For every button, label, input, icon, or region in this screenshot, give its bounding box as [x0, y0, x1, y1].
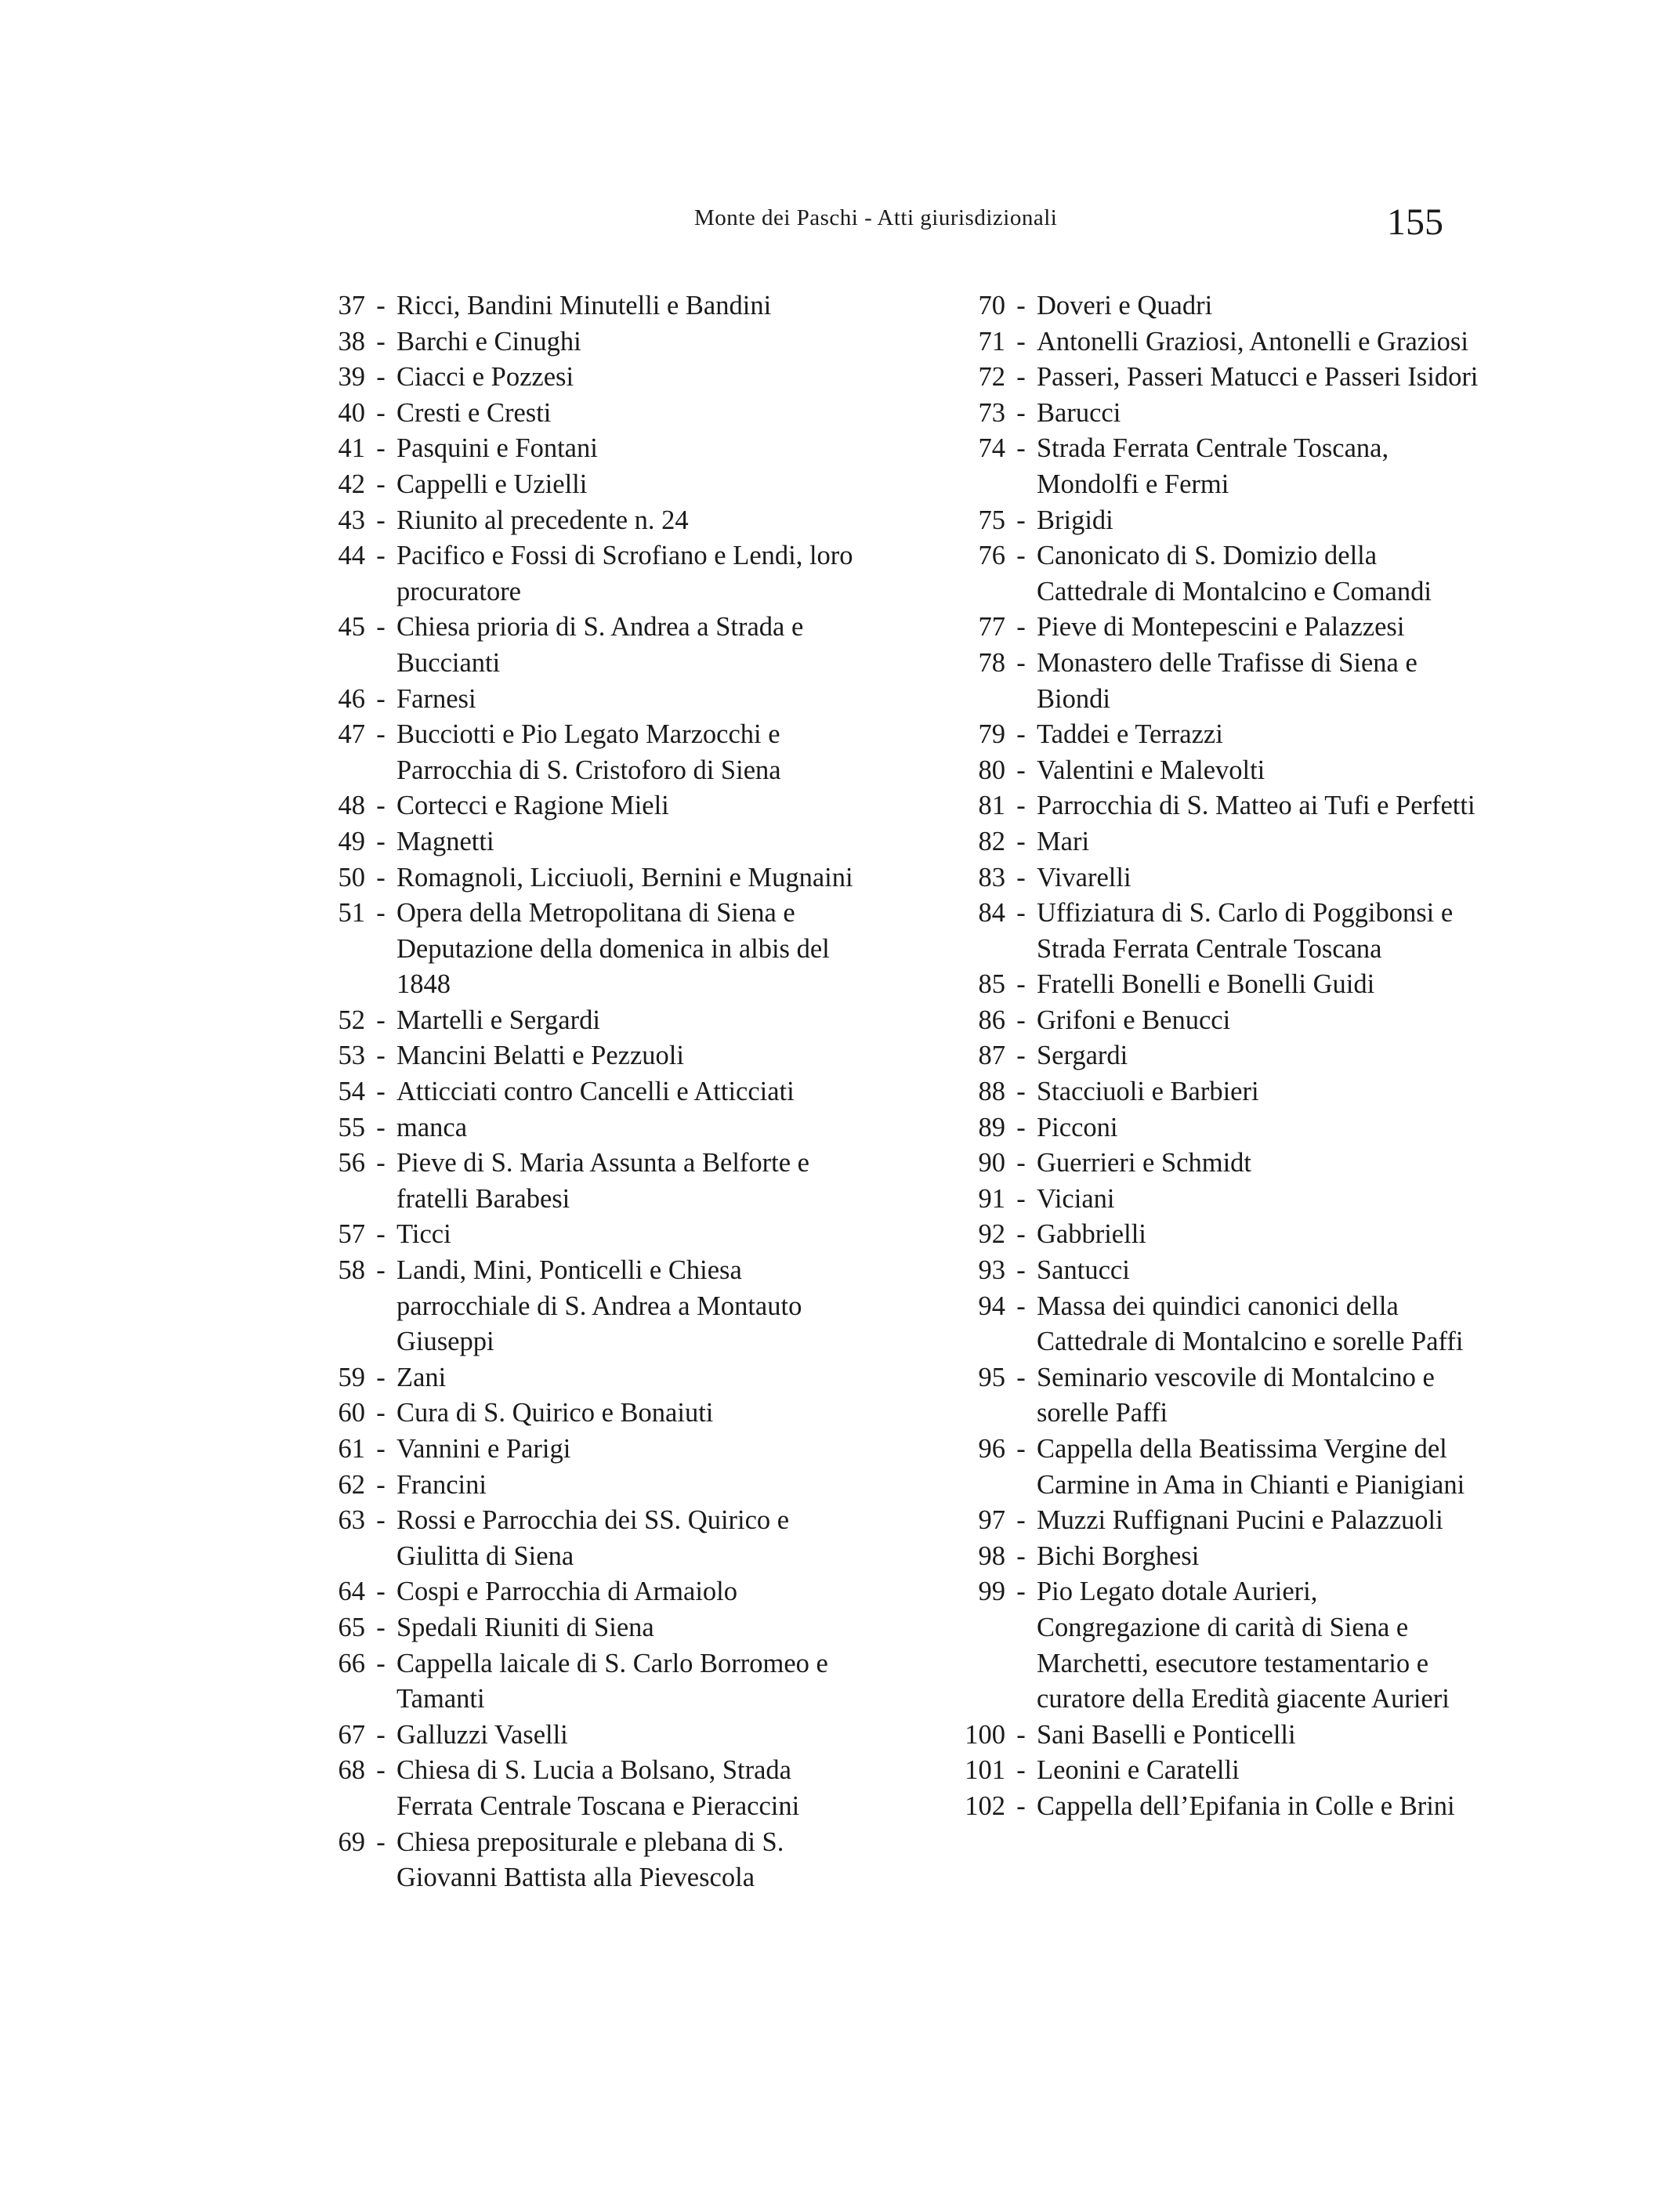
entry-separator: -	[1016, 1505, 1026, 1536]
entry-separator: -	[376, 1612, 386, 1642]
entry-separator: -	[1016, 1755, 1026, 1786]
list-item	[931, 967, 1487, 1003]
entry-separator: -	[376, 1505, 386, 1536]
entry-number: 71	[978, 326, 1005, 357]
entry-text: Magnetti	[396, 826, 494, 856]
entry-separator: -	[1016, 1255, 1026, 1286]
entry-separator: -	[1016, 505, 1026, 535]
entry-separator: -	[1016, 1434, 1026, 1464]
entry-text: Ciacci e Pozzesi	[396, 362, 574, 393]
entry-number: 68	[338, 1755, 365, 1786]
list-item	[307, 1646, 871, 1718]
entry-text: Pacifico e Fossi di Scrofiano e Lendi, loro procuratore	[396, 541, 853, 606]
entry-separator: -	[376, 1362, 386, 1392]
entry-text: Cura di S. Quirico e Bonaiuti	[396, 1398, 714, 1428]
list-item	[307, 717, 871, 788]
entry-separator: -	[376, 1648, 386, 1678]
entry-separator: -	[376, 362, 386, 393]
entry-separator: -	[1016, 1112, 1026, 1142]
entry-text: Antonelli Graziosi, Antonelli e Graziosi	[1037, 326, 1468, 357]
entry-number: 53	[338, 1041, 365, 1071]
entry-number: 63	[338, 1505, 365, 1536]
entry-text: Viciani	[1037, 1183, 1115, 1214]
list-item	[931, 1038, 1487, 1074]
entry-text: Strada Ferrata Centrale Toscana, Mondolfi e Fermi	[1037, 433, 1389, 499]
list-item	[307, 896, 871, 1003]
entry-text: Leonini e Caratelli	[1037, 1755, 1240, 1786]
entry-separator: -	[1016, 612, 1026, 643]
list-item	[931, 717, 1487, 753]
list-item	[307, 610, 871, 681]
entry-text: Ricci, Bandini Minutelli e Bandini	[396, 291, 772, 320]
list-item	[307, 1253, 871, 1360]
list-item	[931, 1253, 1487, 1289]
entry-text: Seminario vescovile di Montalcino e sorelle Paffi	[1037, 1362, 1435, 1428]
entry-separator: -	[376, 1255, 386, 1286]
list-item	[931, 396, 1487, 432]
entry-number: 69	[338, 1827, 365, 1857]
list-item	[931, 1789, 1487, 1825]
entry-number: 65	[338, 1612, 365, 1642]
entry-separator: -	[376, 791, 386, 821]
list-item	[307, 1074, 871, 1110]
entry-number: 86	[978, 1005, 1005, 1035]
entry-separator: -	[1016, 719, 1026, 750]
entry-separator: -	[376, 1398, 386, 1428]
entry-text: Passeri, Passeri Matucci e Passeri Isidori	[1037, 362, 1479, 393]
entry-number: 60	[338, 1398, 365, 1428]
entry-number: 64	[338, 1577, 365, 1607]
entry-number: 43	[338, 505, 365, 535]
list-item	[931, 1074, 1487, 1110]
list-item	[931, 431, 1487, 502]
entry-number: 40	[338, 397, 365, 428]
entry-text: Romagnoli, Licciuoli, Bernini e Mugnaini	[396, 862, 853, 892]
entry-number: 61	[338, 1434, 365, 1464]
entry-text: Santucci	[1037, 1255, 1130, 1286]
entry-text: Rossi e Parrocchia dei SS. Quirico e Giulitta di Siena	[396, 1505, 790, 1571]
list-item	[307, 1003, 871, 1039]
entry-text: Ticci	[396, 1219, 451, 1250]
list-item	[931, 1217, 1487, 1253]
list-item	[307, 1360, 871, 1396]
list-item	[931, 1503, 1487, 1539]
entry-text: Cappella della Beatissima Vergine del Carmine in Ama in Chianti e Pianigiani	[1037, 1434, 1465, 1500]
entry-separator: -	[1016, 1291, 1026, 1321]
entry-separator: -	[1016, 1362, 1026, 1392]
list-item	[307, 503, 871, 539]
entry-number: 74	[978, 433, 1005, 464]
entry-separator: -	[376, 1112, 386, 1142]
entry-number: 70	[978, 291, 1005, 320]
list-item	[931, 1753, 1487, 1789]
entry-separator: -	[1016, 433, 1026, 464]
entry-number: 75	[978, 505, 1005, 535]
entry-separator: -	[1016, 1719, 1026, 1750]
entry-separator: -	[1016, 1148, 1026, 1178]
entry-separator: -	[376, 433, 386, 464]
entry-text: Chiesa di S. Lucia a Bolsano, Strada Ferrata Centrale Toscana e Pieraccini	[396, 1755, 800, 1821]
list-item	[931, 860, 1487, 896]
list-item	[307, 288, 871, 324]
entry-number: 100	[965, 1719, 1005, 1750]
entry-text: Picconi	[1037, 1112, 1118, 1142]
list-item	[307, 1753, 871, 1824]
entry-text: Pasquini e Fontani	[396, 433, 598, 464]
entry-text: Cappelli e Uzielli	[396, 469, 588, 499]
entry-number: 41	[338, 433, 365, 464]
entry-text: Spedali Riuniti di Siena	[396, 1612, 654, 1642]
entry-separator: -	[1016, 862, 1026, 892]
entry-separator: -	[376, 505, 386, 535]
entry-separator: -	[376, 541, 386, 571]
list-item	[307, 1038, 871, 1074]
entry-number: 84	[978, 898, 1005, 929]
entry-separator: -	[1016, 1183, 1026, 1214]
entry-text: Gabbrielli	[1037, 1219, 1146, 1250]
entry-text: Landi, Mini, Ponticelli e Chiesa parrocchiale di S. Andrea a Montauto Giuseppi	[396, 1255, 802, 1357]
entry-number: 80	[978, 755, 1005, 785]
entry-separator: -	[376, 612, 386, 643]
entry-text: Parrocchia di S. Matteo ai Tufi e Perfetti	[1037, 791, 1475, 821]
entry-number: 89	[978, 1112, 1005, 1142]
entry-text: Taddei e Terrazzi	[1037, 719, 1223, 750]
list-item	[307, 1503, 871, 1574]
entry-number: 47	[338, 719, 365, 750]
entry-number: 97	[978, 1505, 1005, 1536]
page-number: 155	[1387, 201, 1443, 243]
entry-number: 91	[978, 1183, 1005, 1214]
entry-separator: -	[1016, 1041, 1026, 1071]
list-item	[931, 324, 1487, 360]
list-item	[931, 896, 1487, 967]
entry-separator: -	[376, 1827, 386, 1857]
entry-text: Chiesa prioria di S. Andrea a Strada e Buccianti	[396, 612, 804, 678]
entry-number: 102	[965, 1790, 1005, 1821]
entry-text: Guerrieri e Schmidt	[1037, 1148, 1251, 1178]
entry-text: Pio Legato dotale Aurieri, Congregazione di carità di Siena e Marchetti, esecutore testamentario e curatore della Eredità giacente Aurieri	[1037, 1577, 1450, 1714]
entry-text: Farnesi	[396, 683, 476, 714]
right-column	[931, 288, 1487, 1825]
entry-number: 72	[978, 362, 1005, 393]
entry-text: Cortecci e Ragione Mieli	[396, 791, 669, 821]
entry-text: Vivarelli	[1037, 862, 1131, 892]
entry-number: 51	[338, 898, 365, 929]
entry-number: 101	[965, 1755, 1005, 1786]
entry-text: Uffiziatura di S. Carlo di Poggibonsi e Strada Ferrata Centrale Toscana	[1037, 898, 1454, 964]
list-item	[307, 467, 871, 503]
entry-number: 48	[338, 791, 365, 821]
entry-number: 87	[978, 1041, 1005, 1071]
entry-text: Francini	[396, 1469, 487, 1500]
entry-text: Zani	[396, 1362, 447, 1392]
entry-text: manca	[396, 1112, 468, 1142]
entry-text: Stacciuoli e Barbieri	[1037, 1077, 1259, 1107]
entry-number: 83	[978, 862, 1005, 892]
list-item	[931, 503, 1487, 539]
entry-separator: -	[1016, 969, 1026, 1000]
list-item	[307, 1610, 871, 1646]
entry-text: Grifoni e Benucci	[1037, 1005, 1231, 1035]
entry-text: Barchi e Cinughi	[396, 326, 581, 357]
entry-number: 99	[978, 1577, 1005, 1607]
entry-number: 57	[338, 1219, 365, 1250]
entry-number: 66	[338, 1648, 365, 1678]
list-item	[931, 1539, 1487, 1575]
entry-separator: -	[1016, 1541, 1026, 1571]
entry-separator: -	[1016, 826, 1026, 856]
entry-separator: -	[376, 1041, 386, 1071]
list-item	[307, 1825, 871, 1896]
entry-text: Canonicato di S. Domizio della Cattedrale di Montalcino e Comandi	[1037, 541, 1432, 606]
entry-separator: -	[1016, 1219, 1026, 1250]
list-item	[931, 1360, 1487, 1432]
entry-number: 46	[338, 683, 365, 714]
list-item	[307, 1217, 871, 1253]
entry-text: Barucci	[1037, 397, 1121, 428]
entry-number: 95	[978, 1362, 1005, 1392]
entry-number: 81	[978, 791, 1005, 821]
list-item	[307, 324, 871, 360]
entry-text: Monastero delle Trafisse di Siena e Biondi	[1037, 647, 1418, 714]
entry-number: 50	[338, 862, 365, 892]
entry-separator: -	[1016, 647, 1026, 678]
entry-separator: -	[1016, 1577, 1026, 1607]
entry-text: Galluzzi Vaselli	[396, 1719, 568, 1750]
entry-number: 96	[978, 1434, 1005, 1464]
entry-separator: -	[376, 1469, 386, 1500]
list-item	[931, 538, 1487, 610]
entry-number: 38	[338, 326, 365, 357]
entry-separator: -	[376, 1148, 386, 1178]
entry-separator: -	[376, 1005, 386, 1035]
entry-number: 85	[978, 969, 1005, 1000]
entry-text: Bucciotti e Pio Legato Marzocchi e Parrocchia di S. Cristoforo di Siena	[396, 719, 781, 785]
entry-text: Pieve di Montepescini e Palazzesi	[1037, 612, 1405, 643]
list-item	[931, 1110, 1487, 1146]
entry-text: Sergardi	[1037, 1041, 1128, 1071]
entry-number: 90	[978, 1148, 1005, 1178]
entry-text: Massa dei quindici canonici della Cattedrale di Montalcino e sorelle Paffi	[1037, 1291, 1464, 1357]
entry-text: Vannini e Parigi	[396, 1434, 571, 1464]
list-item	[931, 288, 1487, 324]
list-item	[307, 788, 871, 824]
entry-number: 45	[338, 612, 365, 643]
entry-number: 98	[978, 1541, 1005, 1571]
list-item	[307, 1432, 871, 1468]
entry-number: 44	[338, 541, 365, 571]
entry-separator: -	[376, 397, 386, 428]
list-item	[931, 360, 1487, 396]
entry-number: 59	[338, 1362, 365, 1392]
entry-number: 79	[978, 719, 1005, 750]
entry-separator: -	[376, 898, 386, 929]
entry-number: 67	[338, 1719, 365, 1750]
entry-separator: -	[376, 291, 386, 320]
list-item	[307, 538, 871, 610]
list-item	[307, 1110, 871, 1146]
entry-text: Cospi e Parrocchia di Armaiolo	[396, 1577, 737, 1607]
entry-text: Mari	[1037, 826, 1090, 856]
list-item	[931, 753, 1487, 789]
entry-text: Cappella dell’Epifania in Colle e Brini	[1037, 1790, 1455, 1821]
entry-number: 56	[338, 1148, 365, 1178]
list-item	[307, 1718, 871, 1754]
entry-number: 88	[978, 1077, 1005, 1107]
entry-text: Bichi Borghesi	[1037, 1541, 1200, 1571]
entry-separator: -	[1016, 1005, 1026, 1035]
list-item	[307, 1396, 871, 1432]
entry-text: Martelli e Sergardi	[396, 1005, 600, 1035]
list-item	[931, 1718, 1487, 1754]
entry-separator: -	[1016, 1790, 1026, 1821]
entry-separator: -	[1016, 1077, 1026, 1107]
list-item	[307, 1574, 871, 1610]
list-item	[307, 682, 871, 718]
list-item	[307, 396, 871, 432]
entry-separator: -	[1016, 898, 1026, 929]
left-column	[307, 288, 871, 1896]
entry-text: Mancini Belatti e Pezzuoli	[396, 1041, 684, 1071]
entry-separator: -	[1016, 397, 1026, 428]
entry-text: Muzzi Ruffignani Pucini e Palazzuoli	[1037, 1505, 1443, 1536]
entry-text: Brigidi	[1037, 505, 1113, 535]
entry-number: 93	[978, 1255, 1005, 1286]
entry-separator: -	[376, 1755, 386, 1786]
entry-separator: -	[1016, 326, 1026, 357]
entry-separator: -	[376, 683, 386, 714]
list-item	[931, 824, 1487, 860]
entry-separator: -	[376, 469, 386, 499]
entry-separator: -	[376, 1434, 386, 1464]
entry-separator: -	[376, 826, 386, 856]
list-item	[307, 431, 871, 467]
entry-separator: -	[1016, 755, 1026, 785]
entry-separator: -	[376, 719, 386, 750]
entry-text: Riunito al precedente n. 24	[396, 505, 689, 535]
entry-number: 73	[978, 397, 1005, 428]
entry-text: Atticciati contro Cancelli e Atticciati	[396, 1077, 795, 1107]
entry-separator: -	[376, 1577, 386, 1607]
entry-number: 55	[338, 1112, 365, 1142]
entry-separator: -	[376, 326, 386, 357]
entry-separator: -	[376, 1077, 386, 1107]
list-item	[307, 824, 871, 860]
entry-text: Doveri e Quadri	[1037, 291, 1213, 320]
entry-separator: -	[1016, 791, 1026, 821]
entry-text: Pieve di S. Maria Assunta a Belforte e fratelli Barabesi	[396, 1148, 809, 1214]
entry-separator: -	[1016, 291, 1026, 320]
entry-number: 82	[978, 826, 1005, 856]
entry-text: Sani Baselli e Ponticelli	[1037, 1719, 1296, 1750]
entry-text: Valentini e Malevolti	[1037, 755, 1265, 785]
list-item	[307, 860, 871, 896]
list-item	[307, 1146, 871, 1217]
entry-number: 58	[338, 1255, 365, 1286]
entry-number: 77	[978, 612, 1005, 643]
entry-separator: -	[376, 862, 386, 892]
entry-text: Fratelli Bonelli e Bonelli Guidi	[1037, 969, 1375, 1000]
entry-text: Cresti e Cresti	[396, 397, 552, 428]
running-title: Monte dei Paschi - Atti giurisdizionali	[694, 205, 1058, 230]
entry-number: 78	[978, 647, 1005, 678]
entry-number: 54	[338, 1077, 365, 1107]
entry-number: 76	[978, 541, 1005, 571]
list-item	[931, 1146, 1487, 1182]
entry-separator: -	[1016, 541, 1026, 571]
entry-number: 39	[338, 362, 365, 393]
list-item	[307, 1468, 871, 1504]
list-item	[931, 1574, 1487, 1717]
entry-text: Chiesa prepositurale e plebana di S. Giovanni Battista alla Pievescola	[396, 1827, 784, 1893]
entry-text: Cappella laicale di S. Carlo Borromeo e Tamanti	[396, 1648, 828, 1714]
list-item	[931, 1003, 1487, 1039]
entry-number: 52	[338, 1005, 365, 1035]
entry-number: 94	[978, 1291, 1005, 1321]
entry-number: 42	[338, 469, 365, 499]
list-item	[931, 1432, 1487, 1503]
entry-number: 37	[338, 291, 365, 320]
entry-separator: -	[376, 1219, 386, 1250]
entry-separator: -	[376, 1719, 386, 1750]
list-item	[931, 646, 1487, 717]
entry-separator: -	[1016, 362, 1026, 393]
list-item	[931, 788, 1487, 824]
list-item	[931, 1182, 1487, 1218]
entry-number: 49	[338, 826, 365, 856]
entry-text: Opera della Metropolitana di Siena e Deputazione della domenica in albis del 1848	[396, 898, 830, 1000]
entry-number: 92	[978, 1219, 1005, 1250]
entry-number: 62	[338, 1469, 365, 1500]
list-item	[307, 360, 871, 396]
list-item	[931, 610, 1487, 646]
list-item	[931, 1289, 1487, 1360]
